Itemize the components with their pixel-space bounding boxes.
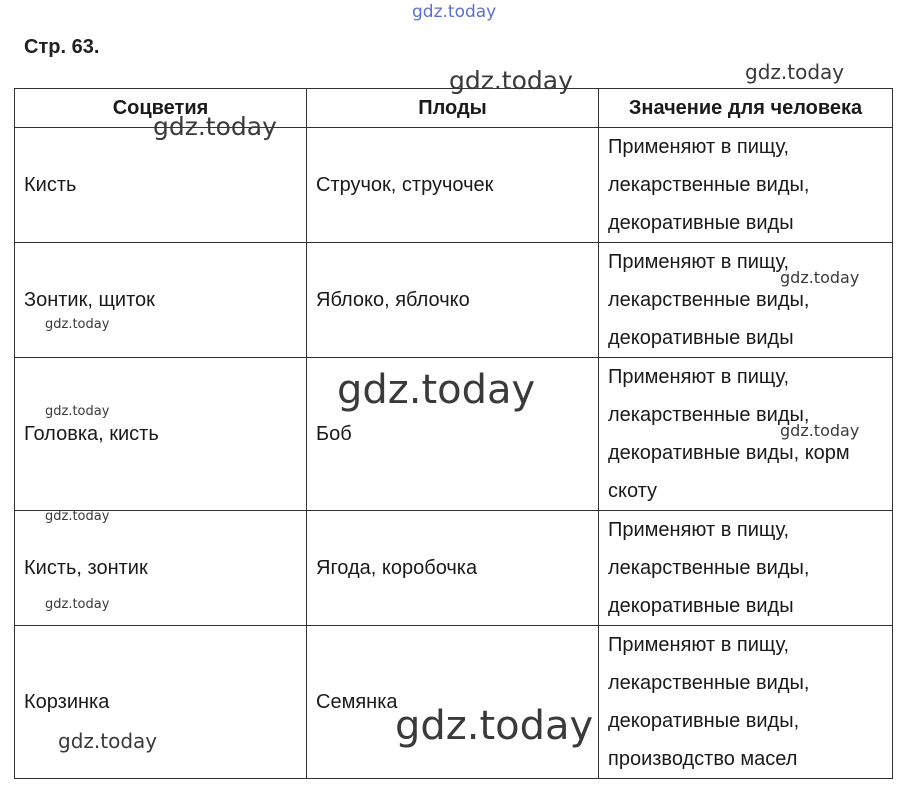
table-row (15, 511, 893, 626)
usage-line: декоративные виды, (608, 710, 800, 732)
usage-line: лекарственные виды, (608, 174, 810, 196)
watermark: gdz.today (153, 112, 277, 141)
watermark: gdz.today (58, 729, 158, 753)
cell-inflorescence: Корзинка (15, 626, 307, 779)
watermark: gdz.today (412, 2, 497, 22)
watermark: gdz.today (45, 509, 110, 524)
watermark: gdz.today (745, 60, 845, 84)
watermark: gdz.today (45, 404, 110, 419)
cell-usage (599, 511, 893, 626)
usage-line: лекарственные виды, (608, 557, 810, 579)
cell-fruit: Ягода, коробочка (307, 511, 599, 626)
watermark: gdz.today (337, 367, 536, 413)
table-row (15, 626, 893, 779)
watermark: gdz.today (449, 66, 573, 95)
cell-inflorescence: Зонтик, щиток (15, 243, 307, 358)
cell-fruit: Яблоко, яблочко (307, 243, 599, 358)
cell-inflorescence: Кисть, зонтик (15, 511, 307, 626)
usage-line: производство масел (608, 748, 798, 770)
usage-line: Применяют в пищу, (608, 634, 790, 656)
usage-line: скоту (608, 480, 658, 502)
column-header-inflorescence: Соцветия (15, 89, 307, 128)
cell-usage (599, 243, 893, 358)
usage-line: декоративные виды, корм (608, 442, 850, 464)
usage-line: лекарственные виды, (608, 672, 810, 694)
usage-line: декоративные виды (608, 212, 794, 234)
usage-line: Применяют в пищу, (608, 366, 790, 388)
column-header-usage: Значение для человека (599, 89, 893, 128)
table-row (15, 243, 893, 358)
watermark: gdz.today (780, 268, 860, 287)
cell-inflorescence: Кисть (15, 128, 307, 243)
inflorescence-table (14, 88, 893, 779)
column-header-fruit: Плоды (307, 89, 599, 128)
usage-line: декоративные виды (608, 595, 794, 617)
watermark: gdz.today (780, 421, 860, 440)
cell-fruit: Семянка (307, 626, 599, 779)
usage-line: Применяют в пищу, (608, 251, 790, 273)
cell-inflorescence: Головка, кисть (15, 358, 307, 511)
usage-line: декоративные виды (608, 327, 794, 349)
cell-fruit: Стручок, стручочек (307, 128, 599, 243)
usage-line: лекарственные виды, (608, 404, 810, 426)
cell-usage (599, 128, 893, 243)
cell-fruit: Боб (307, 358, 599, 511)
usage-line: Применяют в пищу, (608, 519, 790, 541)
watermark: gdz.today (45, 597, 110, 612)
watermark: gdz.today (45, 317, 110, 332)
usage-line: Применяют в пищу, (608, 136, 790, 158)
usage-line: лекарственные виды, (608, 289, 810, 311)
watermark: gdz.today (395, 703, 594, 749)
cell-usage (599, 626, 893, 779)
table-row (15, 128, 893, 243)
page-title: Стр. 63. (24, 36, 100, 58)
